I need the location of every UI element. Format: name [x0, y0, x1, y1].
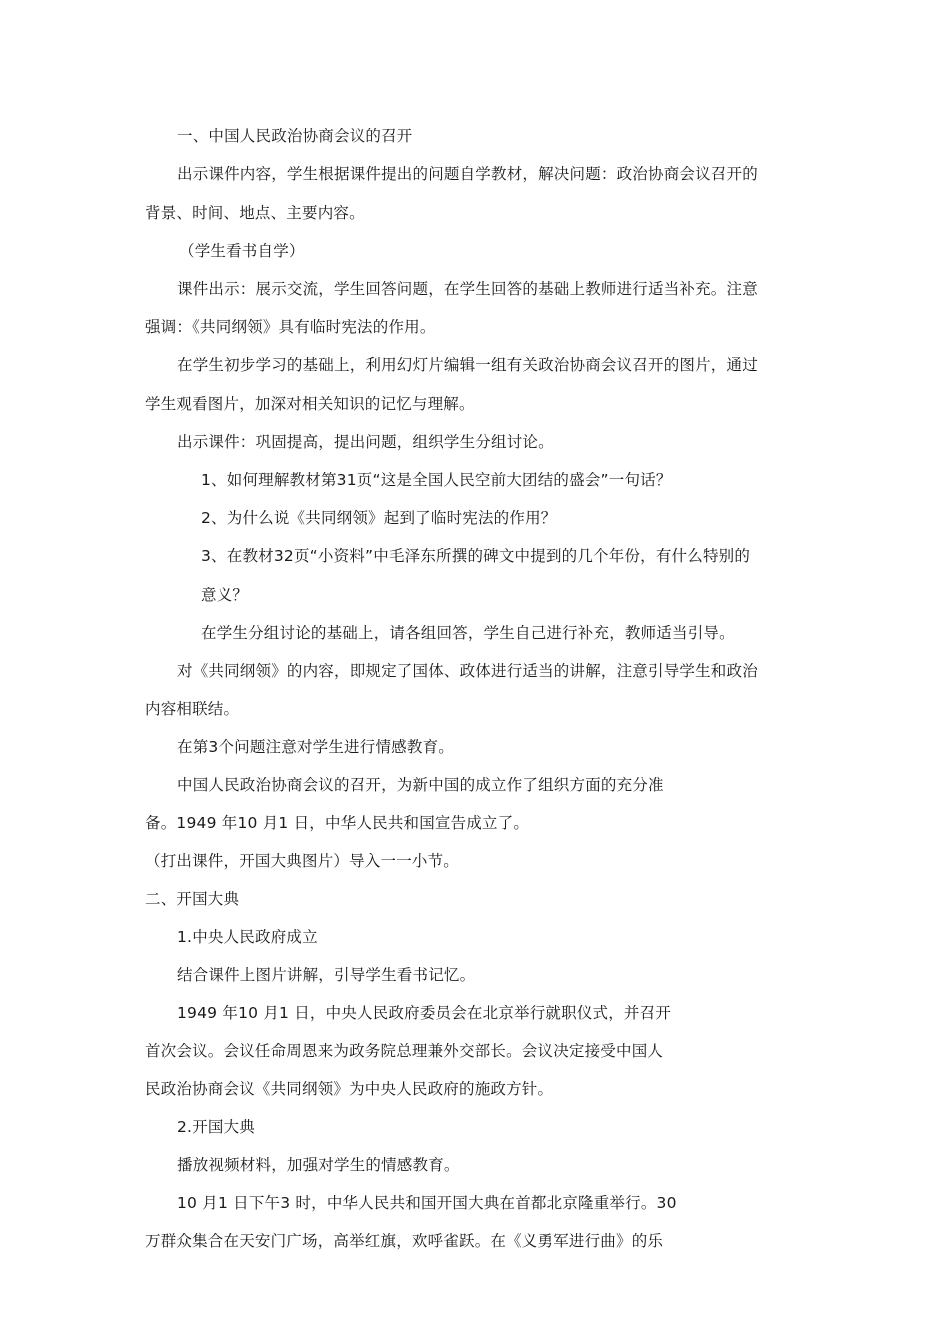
paragraph-line: 备。1949 年10 月1 日，中华人民共和国宣告成立了。: [145, 814, 530, 832]
question-item: 3、在教材32页“小资料”中毛泽东所撰的碑文中提到的几个年份，有什么特别的: [201, 547, 751, 565]
paragraph-line: 在学生初步学习的基础上，利用幻灯片编辑一组有关政治协商会议召开的图片，通过: [177, 356, 758, 374]
paragraph-line: 出示课件：巩固提高，提出问题，组织学生分组讨论。: [177, 433, 554, 451]
question-item: 1、如何理解教材第31页“这是全国人民空前大团结的盛会”一句话？: [201, 471, 672, 489]
section-heading-1: 一、中国人民政治协商会议的召开: [177, 127, 413, 145]
subsection-heading: 2.开国大典: [177, 1118, 255, 1136]
paragraph-line: 10 月1 日下午3 时，中华人民共和国开国大典在首都北京隆重举行。30: [177, 1194, 677, 1212]
paragraph-line: 对《共同纲领》的内容，即规定了国体、政体进行适当的讲解，注意引导学生和政治: [177, 662, 758, 680]
paragraph-line: 万群众集合在天安门广场，高举红旗，欢呼雀跃。在《义勇军进行曲》的乐: [145, 1232, 664, 1250]
subsection-heading: 1.中央人民政府成立: [177, 928, 318, 946]
paragraph-line: 民政治协商会议《共同纲领》为中央人民政府的施政方针。: [145, 1080, 554, 1098]
section-heading-2: 二、开国大典: [145, 890, 240, 908]
paragraph-line: 内容相联结。: [145, 700, 240, 718]
question-item-continuation: 意义？: [201, 586, 249, 604]
paragraph-line: 出示课件内容，学生根据课件提出的问题自学教材，解决问题：政治协商会议召开的: [177, 165, 758, 183]
paragraph-line: 播放视频材料，加强对学生的情感教育。: [177, 1156, 460, 1174]
paragraph-line: 强调：《共同纲领》具有临时宪法的作用。: [145, 318, 436, 336]
paragraph-line: 课件出示：展示交流，学生回答问题，在学生回答的基础上教师进行适当补充。注意: [177, 280, 758, 298]
paragraph-line: 在学生分组讨论的基础上，请各组回答，学生自己进行补充，教师适当引导。: [201, 624, 735, 642]
paragraph-line: 首次会议。会议任命周恩来为政务院总理兼外交部长。会议决定接受中国人: [145, 1042, 664, 1060]
paragraph-line: （学生看书自学）: [179, 242, 305, 260]
paragraph-line: （打出课件，开国大典图片）导入一一小节。: [145, 852, 460, 870]
paragraph-line: 背景、时间、地点、主要内容。: [145, 204, 365, 222]
paragraph-line: 结合课件上图片讲解，引导学生看书记忆。: [177, 966, 476, 984]
paragraph-line: 在第3个问题注意对学生进行情感教育。: [177, 738, 454, 756]
paragraph-line: 学生观看图片，加深对相关知识的记忆与理解。: [145, 395, 475, 413]
question-item: 2、为什么说《共同纲领》起到了临时宪法的作用？: [201, 509, 557, 527]
paragraph-line: 1949 年10 月1 日，中央人民政府委员会在北京举行就职仪式，并召开: [177, 1004, 672, 1022]
paragraph-line: 中国人民政治协商会议的召开，为新中国的成立作了组织方面的充分准: [177, 776, 664, 794]
